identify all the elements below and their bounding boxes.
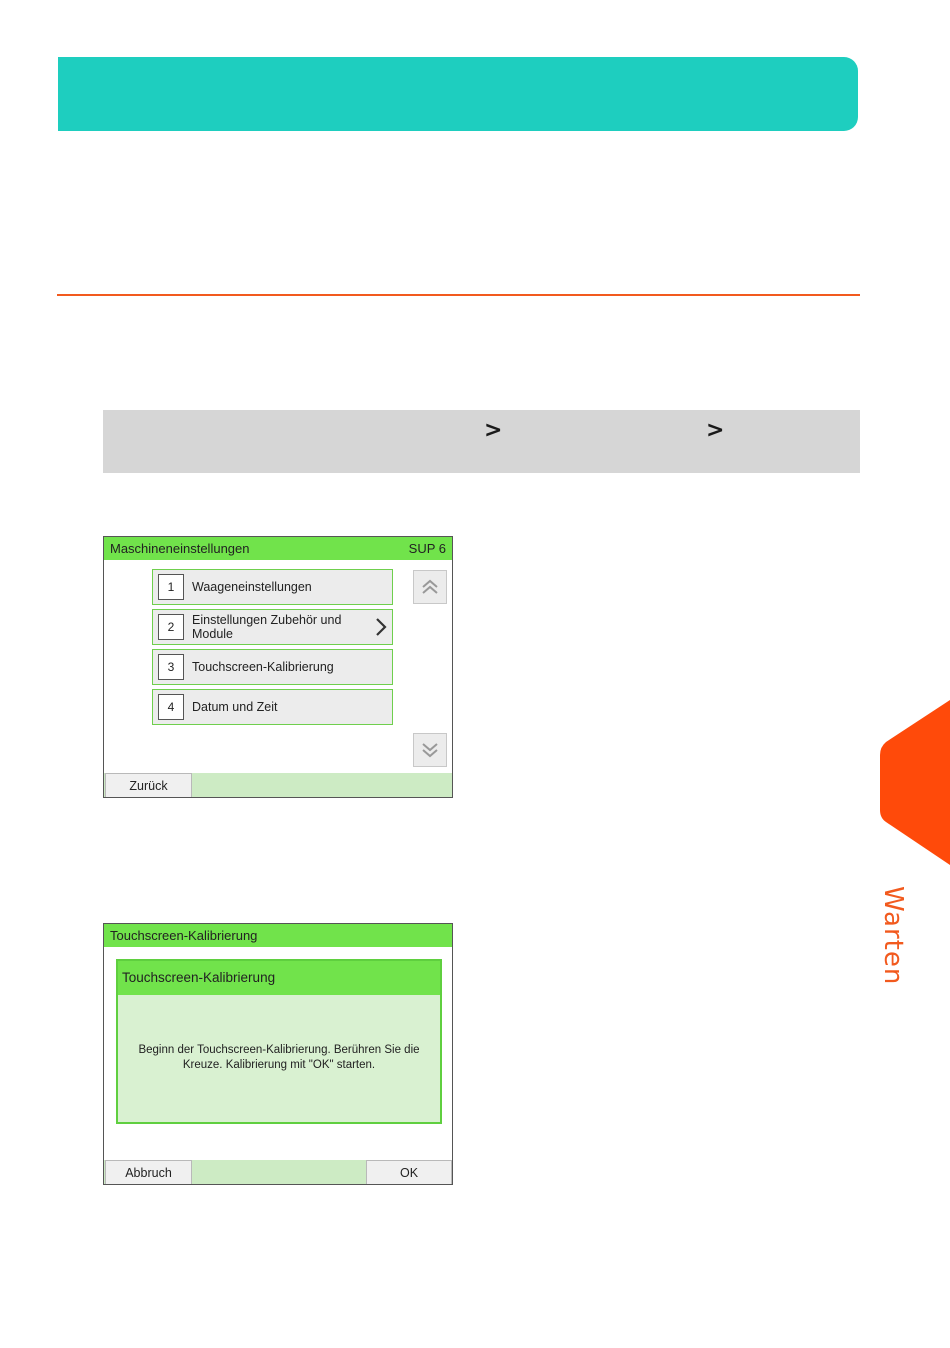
menu-item-number: 4	[158, 694, 184, 720]
menu-item-date-time[interactable]	[152, 689, 393, 725]
menu-item-touchscreen-calibration[interactable]	[152, 649, 393, 685]
path-separator-1: >	[484, 418, 503, 443]
menu-item-scale-settings[interactable]	[152, 569, 393, 605]
menu-item-number: 1	[158, 574, 184, 600]
double-chevron-down-icon	[421, 741, 439, 759]
screen-title: Touchscreen-Kalibrierung	[110, 928, 258, 943]
section-divider	[57, 294, 860, 296]
machine-settings-screen	[103, 536, 453, 798]
scroll-up-button[interactable]	[413, 570, 447, 604]
menu-item-number: 3	[158, 654, 184, 680]
dialog-message: Beginn der Touchscreen-Kalibrierung. Berühren Sie die Kreuze. Kalibrierung mit "OK" starten.	[138, 1044, 420, 1071]
path-separator-2: >	[706, 418, 725, 443]
ok-button[interactable]: OK	[366, 1160, 452, 1184]
section-tab-label: Warten	[878, 886, 908, 986]
menu-item-label: Einstellungen Zubehör und Module	[192, 613, 342, 641]
screen-title-bar	[104, 924, 452, 947]
screen-title: Maschineneinstellungen	[110, 541, 250, 556]
menu-item-label: Touchscreen-Kalibrierung	[192, 660, 334, 674]
cancel-button[interactable]: Abbruch	[105, 1160, 192, 1184]
header-band	[58, 57, 858, 131]
calibration-screen	[103, 923, 453, 1185]
menu-item-label: Waageneinstellungen	[192, 580, 312, 594]
screen-title-bar	[104, 537, 452, 560]
menu-path-bar	[103, 410, 860, 473]
scroll-down-button[interactable]	[413, 733, 447, 767]
menu-item-number: 2	[158, 614, 184, 640]
menu-item-accessories-modules[interactable]	[152, 609, 393, 645]
section-tab	[880, 700, 950, 865]
calibration-dialog	[116, 959, 442, 1124]
screen-code: SUP 6	[408, 541, 446, 556]
dialog-title: Touchscreen-Kalibrierung	[118, 961, 440, 995]
double-chevron-up-icon	[421, 578, 439, 596]
chevron-right-icon	[374, 617, 388, 637]
back-button[interactable]: Zurück	[105, 773, 192, 797]
menu-item-label: Datum und Zeit	[192, 700, 278, 714]
